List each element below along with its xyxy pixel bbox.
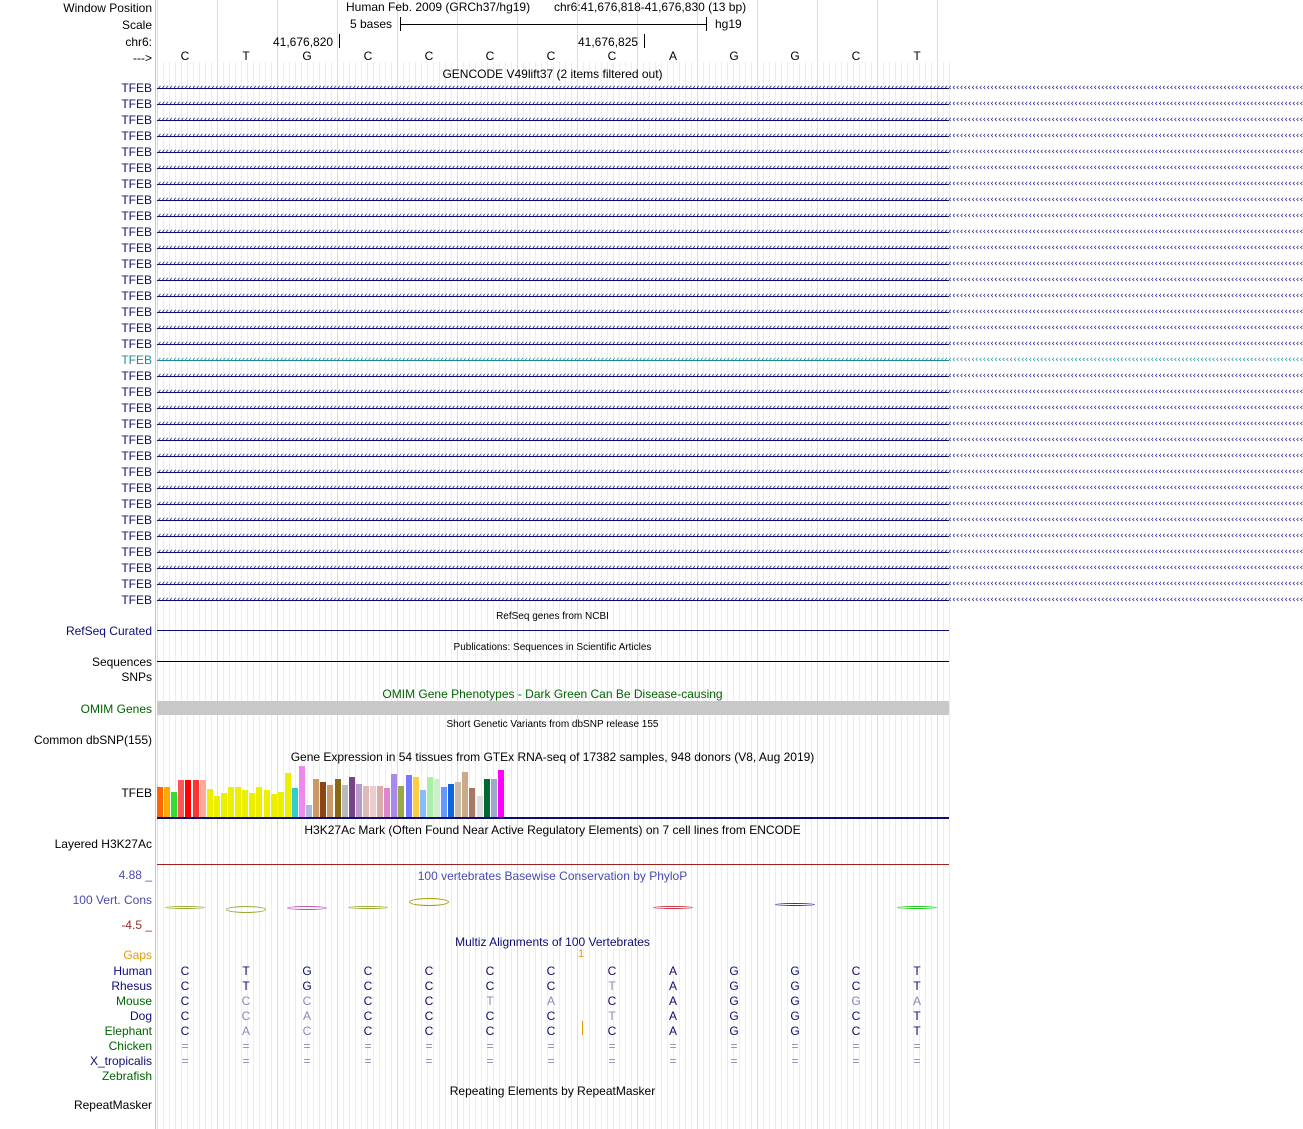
multiz-base: =	[852, 1039, 860, 1053]
multiz-base: G	[790, 1024, 800, 1038]
gtex-tissue-bar[interactable]	[207, 789, 213, 817]
base-letter: T	[242, 49, 250, 63]
multiz-base: C	[302, 1024, 312, 1038]
multiz-base: C	[851, 964, 861, 978]
gtex-tissue-bar[interactable]	[178, 780, 184, 817]
base-letter: C	[851, 49, 861, 63]
multiz-base: A	[668, 994, 677, 1008]
gencode-gene-label[interactable]: TFEB	[121, 449, 152, 463]
gencode-strand-arrows: ‹‹‹‹‹‹‹‹‹‹‹‹‹‹‹‹‹‹‹‹‹‹‹‹‹‹‹‹‹‹‹‹‹‹‹‹‹‹‹‹‹‹‹‹‹‹‹‹‹‹‹‹‹‹‹‹‹‹‹‹‹‹‹‹‹‹‹‹‹‹‹‹‹‹‹‹‹‹‹‹‹‹‹‹‹‹‹‹‹‹‹‹‹‹‹‹‹‹‹‹‹‹‹‹‹‹‹‹‹‹‹‹‹‹‹‹‹‹‹‹‹‹‹‹‹‹‹‹‹‹‹‹‹‹‹‹‹‹‹‹‹‹‹‹‹‹‹‹‹‹‹‹‹‹‹‹‹‹‹‹‹‹‹‹‹‹‹‹‹‹‹‹‹‹‹‹‹‹‹‹‹‹‹‹‹‹‹‹‹‹‹‹‹‹‹‹‹‹‹‹‹‹‹‹‹‹‹‹‹‹‹‹‹‹‹‹‹‹‹‹‹‹‹‹‹‹‹‹‹‹‹‹‹‹‹‹‹‹‹‹‹‹‹‹‹‹‹‹‹‹‹‹‹‹‹‹‹‹‹‹‹‹‹‹‹‹‹‹‹‹‹‹‹‹‹‹‹‹‹‹‹‹‹‹‹‹‹‹‹‹‹‹‹‹‹‹‹‹‹‹	[157, 467, 1303, 477]
multiz-base: T	[242, 964, 250, 978]
h3k27ac-track-label[interactable]: Layered H3K27Ac	[54, 837, 152, 851]
multiz-base: G	[851, 994, 861, 1008]
base-letter: C	[363, 49, 373, 63]
multiz-base: T	[242, 979, 250, 993]
gencode-gene-label[interactable]: TFEB	[121, 337, 152, 351]
multiz-base: A	[668, 1024, 677, 1038]
red-grid-line	[155, 0, 156, 1129]
gencode-strand-arrows: ‹‹‹‹‹‹‹‹‹‹‹‹‹‹‹‹‹‹‹‹‹‹‹‹‹‹‹‹‹‹‹‹‹‹‹‹‹‹‹‹‹‹‹‹‹‹‹‹‹‹‹‹‹‹‹‹‹‹‹‹‹‹‹‹‹‹‹‹‹‹‹‹‹‹‹‹‹‹‹‹‹‹‹‹‹‹‹‹‹‹‹‹‹‹‹‹‹‹‹‹‹‹‹‹‹‹‹‹‹‹‹‹‹‹‹‹‹‹‹‹‹‹‹‹‹‹‹‹‹‹‹‹‹‹‹‹‹‹‹‹‹‹‹‹‹‹‹‹‹‹‹‹‹‹‹‹‹‹‹‹‹‹‹‹‹‹‹‹‹‹‹‹‹‹‹‹‹‹‹‹‹‹‹‹‹‹‹‹‹‹‹‹‹‹‹‹‹‹‹‹‹‹‹‹‹‹‹‹‹‹‹‹‹‹‹‹‹‹‹‹‹‹‹‹‹‹‹‹‹‹‹‹‹‹‹‹‹‹‹‹‹‹‹‹‹‹‹‹‹‹‹‹‹‹‹‹‹‹‹‹‹‹‹‹‹‹‹‹‹‹‹‹‹‹‹‹‹‹‹‹‹‹‹‹‹‹‹‹‹‹‹‹‹‹‹‹‹‹‹‹	[157, 243, 1303, 253]
db-label: hg19	[715, 17, 742, 31]
omim-track-label[interactable]: OMIM Genes	[80, 702, 152, 716]
gtex-tissue-bar[interactable]	[327, 785, 333, 817]
multiz-base: C	[851, 979, 861, 993]
h3k27ac-track-title: H3K27Ac Mark (Often Found Near Active Regulatory Elements) on 7 cell lines from ENCODE	[304, 823, 801, 837]
gencode-gene-label[interactable]: TFEB	[121, 257, 152, 271]
gencode-strand-arrows: ‹‹‹‹‹‹‹‹‹‹‹‹‹‹‹‹‹‹‹‹‹‹‹‹‹‹‹‹‹‹‹‹‹‹‹‹‹‹‹‹‹‹‹‹‹‹‹‹‹‹‹‹‹‹‹‹‹‹‹‹‹‹‹‹‹‹‹‹‹‹‹‹‹‹‹‹‹‹‹‹‹‹‹‹‹‹‹‹‹‹‹‹‹‹‹‹‹‹‹‹‹‹‹‹‹‹‹‹‹‹‹‹‹‹‹‹‹‹‹‹‹‹‹‹‹‹‹‹‹‹‹‹‹‹‹‹‹‹‹‹‹‹‹‹‹‹‹‹‹‹‹‹‹‹‹‹‹‹‹‹‹‹‹‹‹‹‹‹‹‹‹‹‹‹‹‹‹‹‹‹‹‹‹‹‹‹‹‹‹‹‹‹‹‹‹‹‹‹‹‹‹‹‹‹‹‹‹‹‹‹‹‹‹‹‹‹‹‹‹‹‹‹‹‹‹‹‹‹‹‹‹‹‹‹‹‹‹‹‹‹‹‹‹‹‹‹‹‹‹‹‹‹‹‹‹‹‹‹‹‹‹‹‹‹‹‹‹‹‹‹‹‹‹‹‹‹‹‹‹‹‹‹‹‹‹‹‹‹‹‹‹‹‹‹‹‹‹‹‹‹	[157, 355, 1303, 365]
dbsnp-track-label[interactable]: Common dbSNP(155)	[33, 733, 152, 747]
gtex-tissue-bar[interactable]	[256, 787, 262, 817]
base-letter: T	[913, 49, 921, 63]
gtex-tissue-bar[interactable]	[306, 805, 312, 817]
gtex-tissue-bar[interactable]	[356, 784, 362, 817]
gencode-gene-label[interactable]: TFEB	[121, 465, 152, 479]
gencode-gene-label[interactable]: TFEB	[121, 561, 152, 575]
gtex-tissue-bar[interactable]	[462, 772, 468, 817]
multiz-base: C	[546, 1009, 556, 1023]
phylop-track-label[interactable]: 100 Vert. Cons	[72, 893, 152, 907]
gencode-gene-label[interactable]: TFEB	[121, 209, 152, 223]
multiz-base: T	[486, 994, 494, 1008]
phylop-mark[interactable]	[287, 906, 327, 910]
multiz-base: C	[363, 964, 373, 978]
gencode-gene-label[interactable]: TFEB	[121, 193, 152, 207]
multiz-base: C	[851, 1024, 861, 1038]
multiz-base: T	[608, 979, 616, 993]
gtex-tissue-bar[interactable]	[398, 786, 404, 817]
strand-label: --->	[133, 51, 152, 65]
multiz-base: =	[730, 1054, 738, 1068]
multiz-base: C	[363, 979, 373, 993]
gtex-tissue-bar[interactable]	[185, 780, 191, 817]
gtex-tissue-bar[interactable]	[299, 766, 305, 817]
gtex-tissue-bar[interactable]	[484, 779, 490, 817]
multiz-base: A	[912, 994, 921, 1008]
gtex-tissue-bar[interactable]	[285, 773, 291, 817]
phylop-mark[interactable]	[226, 906, 266, 913]
multiz-base: =	[547, 1054, 555, 1068]
window-position-label: Window Position	[63, 1, 152, 15]
gencode-gene-label[interactable]: TFEB	[121, 385, 152, 399]
gtex-tissue-bar[interactable]	[313, 779, 319, 817]
multiz-species-label: Mouse	[115, 994, 152, 1008]
multiz-base: G	[302, 964, 312, 978]
gtex-tissue-bar[interactable]	[278, 792, 284, 817]
snps-track-label[interactable]: SNPs	[121, 670, 152, 684]
refseq-track[interactable]	[157, 630, 949, 631]
gencode-gene-label[interactable]: TFEB	[121, 177, 152, 191]
multiz-species-label: Zebrafish	[101, 1069, 152, 1083]
refseq-track-title: RefSeq genes from NCBI	[496, 611, 609, 622]
gtex-tissue-bar[interactable]	[498, 770, 504, 817]
multiz-base: G	[790, 994, 800, 1008]
gencode-gene-label[interactable]: TFEB	[121, 225, 152, 239]
gtex-tissue-bar[interactable]	[193, 780, 199, 817]
gaps-label: Gaps	[123, 948, 152, 962]
base-letter: C	[607, 49, 617, 63]
gtex-tissue-bar[interactable]	[491, 779, 497, 817]
base-letter: C	[485, 49, 495, 63]
gencode-strand-arrows: ‹‹‹‹‹‹‹‹‹‹‹‹‹‹‹‹‹‹‹‹‹‹‹‹‹‹‹‹‹‹‹‹‹‹‹‹‹‹‹‹‹‹‹‹‹‹‹‹‹‹‹‹‹‹‹‹‹‹‹‹‹‹‹‹‹‹‹‹‹‹‹‹‹‹‹‹‹‹‹‹‹‹‹‹‹‹‹‹‹‹‹‹‹‹‹‹‹‹‹‹‹‹‹‹‹‹‹‹‹‹‹‹‹‹‹‹‹‹‹‹‹‹‹‹‹‹‹‹‹‹‹‹‹‹‹‹‹‹‹‹‹‹‹‹‹‹‹‹‹‹‹‹‹‹‹‹‹‹‹‹‹‹‹‹‹‹‹‹‹‹‹‹‹‹‹‹‹‹‹‹‹‹‹‹‹‹‹‹‹‹‹‹‹‹‹‹‹‹‹‹‹‹‹‹‹‹‹‹‹‹‹‹‹‹‹‹‹‹‹‹‹‹‹‹‹‹‹‹‹‹‹‹‹‹‹‹‹‹‹‹‹‹‹‹‹‹‹‹‹‹‹‹‹‹‹‹‹‹‹‹‹‹‹‹‹‹‹‹‹‹‹‹‹‹‹‹‹‹‹‹‹‹‹‹‹‹‹‹‹‹‹‹‹‹‹‹‹‹‹‹	[157, 451, 1303, 461]
gtex-tissue-bar[interactable]	[264, 790, 270, 817]
gtex-baseline	[157, 817, 949, 819]
multiz-base: C	[180, 1009, 190, 1023]
multiz-base: C	[546, 979, 556, 993]
multiz-base: A	[668, 979, 677, 993]
gencode-strand-arrows: ‹‹‹‹‹‹‹‹‹‹‹‹‹‹‹‹‹‹‹‹‹‹‹‹‹‹‹‹‹‹‹‹‹‹‹‹‹‹‹‹‹‹‹‹‹‹‹‹‹‹‹‹‹‹‹‹‹‹‹‹‹‹‹‹‹‹‹‹‹‹‹‹‹‹‹‹‹‹‹‹‹‹‹‹‹‹‹‹‹‹‹‹‹‹‹‹‹‹‹‹‹‹‹‹‹‹‹‹‹‹‹‹‹‹‹‹‹‹‹‹‹‹‹‹‹‹‹‹‹‹‹‹‹‹‹‹‹‹‹‹‹‹‹‹‹‹‹‹‹‹‹‹‹‹‹‹‹‹‹‹‹‹‹‹‹‹‹‹‹‹‹‹‹‹‹‹‹‹‹‹‹‹‹‹‹‹‹‹‹‹‹‹‹‹‹‹‹‹‹‹‹‹‹‹‹‹‹‹‹‹‹‹‹‹‹‹‹‹‹‹‹‹‹‹‹‹‹‹‹‹‹‹‹‹‹‹‹‹‹‹‹‹‹‹‹‹‹‹‹‹‹‹‹‹‹‹‹‹‹‹‹‹‹‹‹‹‹‹‹‹‹‹‹‹‹‹‹‹‹‹‹‹‹‹‹‹‹‹‹‹‹‹‹‹‹‹‹‹‹‹	[157, 147, 1303, 157]
gencode-strand-arrows: ‹‹‹‹‹‹‹‹‹‹‹‹‹‹‹‹‹‹‹‹‹‹‹‹‹‹‹‹‹‹‹‹‹‹‹‹‹‹‹‹‹‹‹‹‹‹‹‹‹‹‹‹‹‹‹‹‹‹‹‹‹‹‹‹‹‹‹‹‹‹‹‹‹‹‹‹‹‹‹‹‹‹‹‹‹‹‹‹‹‹‹‹‹‹‹‹‹‹‹‹‹‹‹‹‹‹‹‹‹‹‹‹‹‹‹‹‹‹‹‹‹‹‹‹‹‹‹‹‹‹‹‹‹‹‹‹‹‹‹‹‹‹‹‹‹‹‹‹‹‹‹‹‹‹‹‹‹‹‹‹‹‹‹‹‹‹‹‹‹‹‹‹‹‹‹‹‹‹‹‹‹‹‹‹‹‹‹‹‹‹‹‹‹‹‹‹‹‹‹‹‹‹‹‹‹‹‹‹‹‹‹‹‹‹‹‹‹‹‹‹‹‹‹‹‹‹‹‹‹‹‹‹‹‹‹‹‹‹‹‹‹‹‹‹‹‹‹‹‹‹‹‹‹‹‹‹‹‹‹‹‹‹‹‹‹‹‹‹‹‹‹‹‹‹‹‹‹‹‹‹‹‹‹‹‹‹‹‹‹‹‹‹‹‹‹‹‹‹‹‹	[157, 83, 1303, 93]
multiz-species-label: Human	[113, 964, 152, 978]
multiz-base: =	[425, 1054, 433, 1068]
gtex-tissue-bar[interactable]	[157, 787, 163, 817]
multiz-base: =	[486, 1039, 494, 1053]
multiz-base: C	[180, 994, 190, 1008]
gencode-strand-arrows: ‹‹‹‹‹‹‹‹‹‹‹‹‹‹‹‹‹‹‹‹‹‹‹‹‹‹‹‹‹‹‹‹‹‹‹‹‹‹‹‹‹‹‹‹‹‹‹‹‹‹‹‹‹‹‹‹‹‹‹‹‹‹‹‹‹‹‹‹‹‹‹‹‹‹‹‹‹‹‹‹‹‹‹‹‹‹‹‹‹‹‹‹‹‹‹‹‹‹‹‹‹‹‹‹‹‹‹‹‹‹‹‹‹‹‹‹‹‹‹‹‹‹‹‹‹‹‹‹‹‹‹‹‹‹‹‹‹‹‹‹‹‹‹‹‹‹‹‹‹‹‹‹‹‹‹‹‹‹‹‹‹‹‹‹‹‹‹‹‹‹‹‹‹‹‹‹‹‹‹‹‹‹‹‹‹‹‹‹‹‹‹‹‹‹‹‹‹‹‹‹‹‹‹‹‹‹‹‹‹‹‹‹‹‹‹‹‹‹‹‹‹‹‹‹‹‹‹‹‹‹‹‹‹‹‹‹‹‹‹‹‹‹‹‹‹‹‹‹‹‹‹‹‹‹‹‹‹‹‹‹‹‹‹‹‹‹‹‹‹‹‹‹‹‹‹‹‹‹‹‹‹‹‹‹‹‹‹‹‹‹‹‹‹‹‹‹‹‹‹‹	[157, 179, 1303, 189]
gencode-gene-label[interactable]: TFEB	[121, 577, 152, 591]
gtex-tissue-bar[interactable]	[342, 785, 348, 817]
multiz-base: =	[547, 1039, 555, 1053]
gencode-gene-label[interactable]: TFEB	[121, 353, 152, 367]
multiz-base: =	[608, 1039, 616, 1053]
gencode-strand-arrows: ‹‹‹‹‹‹‹‹‹‹‹‹‹‹‹‹‹‹‹‹‹‹‹‹‹‹‹‹‹‹‹‹‹‹‹‹‹‹‹‹‹‹‹‹‹‹‹‹‹‹‹‹‹‹‹‹‹‹‹‹‹‹‹‹‹‹‹‹‹‹‹‹‹‹‹‹‹‹‹‹‹‹‹‹‹‹‹‹‹‹‹‹‹‹‹‹‹‹‹‹‹‹‹‹‹‹‹‹‹‹‹‹‹‹‹‹‹‹‹‹‹‹‹‹‹‹‹‹‹‹‹‹‹‹‹‹‹‹‹‹‹‹‹‹‹‹‹‹‹‹‹‹‹‹‹‹‹‹‹‹‹‹‹‹‹‹‹‹‹‹‹‹‹‹‹‹‹‹‹‹‹‹‹‹‹‹‹‹‹‹‹‹‹‹‹‹‹‹‹‹‹‹‹‹‹‹‹‹‹‹‹‹‹‹‹‹‹‹‹‹‹‹‹‹‹‹‹‹‹‹‹‹‹‹‹‹‹‹‹‹‹‹‹‹‹‹‹‹‹‹‹‹‹‹‹‹‹‹‹‹‹‹‹‹‹‹‹‹‹‹‹‹‹‹‹‹‹‹‹‹‹‹‹‹‹‹‹‹‹‹‹‹‹‹‹‹‹‹‹‹	[157, 403, 1303, 413]
publications-track-label[interactable]: Sequences	[91, 655, 152, 669]
multiz-base: C	[485, 1024, 495, 1038]
publications-track[interactable]	[157, 661, 949, 662]
base-letter: G	[729, 49, 739, 63]
gencode-strand-arrows: ‹‹‹‹‹‹‹‹‹‹‹‹‹‹‹‹‹‹‹‹‹‹‹‹‹‹‹‹‹‹‹‹‹‹‹‹‹‹‹‹‹‹‹‹‹‹‹‹‹‹‹‹‹‹‹‹‹‹‹‹‹‹‹‹‹‹‹‹‹‹‹‹‹‹‹‹‹‹‹‹‹‹‹‹‹‹‹‹‹‹‹‹‹‹‹‹‹‹‹‹‹‹‹‹‹‹‹‹‹‹‹‹‹‹‹‹‹‹‹‹‹‹‹‹‹‹‹‹‹‹‹‹‹‹‹‹‹‹‹‹‹‹‹‹‹‹‹‹‹‹‹‹‹‹‹‹‹‹‹‹‹‹‹‹‹‹‹‹‹‹‹‹‹‹‹‹‹‹‹‹‹‹‹‹‹‹‹‹‹‹‹‹‹‹‹‹‹‹‹‹‹‹‹‹‹‹‹‹‹‹‹‹‹‹‹‹‹‹‹‹‹‹‹‹‹‹‹‹‹‹‹‹‹‹‹‹‹‹‹‹‹‹‹‹‹‹‹‹‹‹‹‹‹‹‹‹‹‹‹‹‹‹‹‹‹‹‹‹‹‹‹‹‹‹‹‹‹‹‹‹‹‹‹‹‹‹‹‹‹‹‹‹‹‹‹‹‹‹‹‹	[157, 515, 1303, 525]
multiz-base: =	[364, 1054, 372, 1068]
multiz-base: =	[791, 1054, 799, 1068]
multiz-base: C	[485, 979, 495, 993]
gencode-gene-label[interactable]: TFEB	[121, 369, 152, 383]
multiz-base: C	[485, 1009, 495, 1023]
gencode-strand-arrows: ‹‹‹‹‹‹‹‹‹‹‹‹‹‹‹‹‹‹‹‹‹‹‹‹‹‹‹‹‹‹‹‹‹‹‹‹‹‹‹‹‹‹‹‹‹‹‹‹‹‹‹‹‹‹‹‹‹‹‹‹‹‹‹‹‹‹‹‹‹‹‹‹‹‹‹‹‹‹‹‹‹‹‹‹‹‹‹‹‹‹‹‹‹‹‹‹‹‹‹‹‹‹‹‹‹‹‹‹‹‹‹‹‹‹‹‹‹‹‹‹‹‹‹‹‹‹‹‹‹‹‹‹‹‹‹‹‹‹‹‹‹‹‹‹‹‹‹‹‹‹‹‹‹‹‹‹‹‹‹‹‹‹‹‹‹‹‹‹‹‹‹‹‹‹‹‹‹‹‹‹‹‹‹‹‹‹‹‹‹‹‹‹‹‹‹‹‹‹‹‹‹‹‹‹‹‹‹‹‹‹‹‹‹‹‹‹‹‹‹‹‹‹‹‹‹‹‹‹‹‹‹‹‹‹‹‹‹‹‹‹‹‹‹‹‹‹‹‹‹‹‹‹‹‹‹‹‹‹‹‹‹‹‹‹‹‹‹‹‹‹‹‹‹‹‹‹‹‹‹‹‹‹‹‹‹‹‹‹‹‹‹‹‹‹‹‹‹‹‹‹	[157, 387, 1303, 397]
position-readout: chr6:41,676,818-41,676,830 (13 bp)	[554, 0, 747, 14]
gtex-tissue-bar[interactable]	[469, 788, 475, 817]
multiz-base: T	[913, 979, 921, 993]
gtex-tissue-bar[interactable]	[335, 779, 341, 817]
insertion-marker	[582, 1021, 583, 1035]
gencode-gene-label[interactable]: TFEB	[121, 145, 152, 159]
gencode-strand-arrows: ‹‹‹‹‹‹‹‹‹‹‹‹‹‹‹‹‹‹‹‹‹‹‹‹‹‹‹‹‹‹‹‹‹‹‹‹‹‹‹‹‹‹‹‹‹‹‹‹‹‹‹‹‹‹‹‹‹‹‹‹‹‹‹‹‹‹‹‹‹‹‹‹‹‹‹‹‹‹‹‹‹‹‹‹‹‹‹‹‹‹‹‹‹‹‹‹‹‹‹‹‹‹‹‹‹‹‹‹‹‹‹‹‹‹‹‹‹‹‹‹‹‹‹‹‹‹‹‹‹‹‹‹‹‹‹‹‹‹‹‹‹‹‹‹‹‹‹‹‹‹‹‹‹‹‹‹‹‹‹‹‹‹‹‹‹‹‹‹‹‹‹‹‹‹‹‹‹‹‹‹‹‹‹‹‹‹‹‹‹‹‹‹‹‹‹‹‹‹‹‹‹‹‹‹‹‹‹‹‹‹‹‹‹‹‹‹‹‹‹‹‹‹‹‹‹‹‹‹‹‹‹‹‹‹‹‹‹‹‹‹‹‹‹‹‹‹‹‹‹‹‹‹‹‹‹‹‹‹‹‹‹‹‹‹‹‹‹‹‹‹‹‹‹‹‹‹‹‹‹‹‹‹‹‹‹‹‹‹‹‹‹‹‹‹‹‹‹‹‹‹	[157, 595, 1303, 605]
multiz-base: T	[913, 1024, 921, 1038]
gtex-tissue-bar[interactable]	[228, 787, 234, 817]
scale-bar-tick-left	[400, 17, 401, 31]
gtex-tissue-bar[interactable]	[448, 784, 454, 817]
base-letter: C	[180, 49, 190, 63]
multiz-base: C	[546, 1024, 556, 1038]
multiz-base: G	[302, 979, 312, 993]
gencode-strand-arrows: ‹‹‹‹‹‹‹‹‹‹‹‹‹‹‹‹‹‹‹‹‹‹‹‹‹‹‹‹‹‹‹‹‹‹‹‹‹‹‹‹‹‹‹‹‹‹‹‹‹‹‹‹‹‹‹‹‹‹‹‹‹‹‹‹‹‹‹‹‹‹‹‹‹‹‹‹‹‹‹‹‹‹‹‹‹‹‹‹‹‹‹‹‹‹‹‹‹‹‹‹‹‹‹‹‹‹‹‹‹‹‹‹‹‹‹‹‹‹‹‹‹‹‹‹‹‹‹‹‹‹‹‹‹‹‹‹‹‹‹‹‹‹‹‹‹‹‹‹‹‹‹‹‹‹‹‹‹‹‹‹‹‹‹‹‹‹‹‹‹‹‹‹‹‹‹‹‹‹‹‹‹‹‹‹‹‹‹‹‹‹‹‹‹‹‹‹‹‹‹‹‹‹‹‹‹‹‹‹‹‹‹‹‹‹‹‹‹‹‹‹‹‹‹‹‹‹‹‹‹‹‹‹‹‹‹‹‹‹‹‹‹‹‹‹‹‹‹‹‹‹‹‹‹‹‹‹‹‹‹‹‹‹‹‹‹‹‹‹‹‹‹‹‹‹‹‹‹‹‹‹‹‹‹‹‹‹‹‹‹‹‹‹‹‹‹‹‹‹‹‹	[157, 547, 1303, 557]
gencode-strand-arrows: ‹‹‹‹‹‹‹‹‹‹‹‹‹‹‹‹‹‹‹‹‹‹‹‹‹‹‹‹‹‹‹‹‹‹‹‹‹‹‹‹‹‹‹‹‹‹‹‹‹‹‹‹‹‹‹‹‹‹‹‹‹‹‹‹‹‹‹‹‹‹‹‹‹‹‹‹‹‹‹‹‹‹‹‹‹‹‹‹‹‹‹‹‹‹‹‹‹‹‹‹‹‹‹‹‹‹‹‹‹‹‹‹‹‹‹‹‹‹‹‹‹‹‹‹‹‹‹‹‹‹‹‹‹‹‹‹‹‹‹‹‹‹‹‹‹‹‹‹‹‹‹‹‹‹‹‹‹‹‹‹‹‹‹‹‹‹‹‹‹‹‹‹‹‹‹‹‹‹‹‹‹‹‹‹‹‹‹‹‹‹‹‹‹‹‹‹‹‹‹‹‹‹‹‹‹‹‹‹‹‹‹‹‹‹‹‹‹‹‹‹‹‹‹‹‹‹‹‹‹‹‹‹‹‹‹‹‹‹‹‹‹‹‹‹‹‹‹‹‹‹‹‹‹‹‹‹‹‹‹‹‹‹‹‹‹‹‹‹‹‹‹‹‹‹‹‹‹‹‹‹‹‹‹‹‹‹‹‹‹‹‹‹‹‹‹‹‹‹‹‹	[157, 531, 1303, 541]
base-letter: A	[668, 49, 677, 63]
gencode-gene-label[interactable]: TFEB	[121, 401, 152, 415]
multiz-base: C	[363, 1009, 373, 1023]
base-letter: C	[424, 49, 434, 63]
multiz-base: C	[180, 979, 190, 993]
gtex-tissue-bar[interactable]	[164, 787, 170, 817]
gencode-strand-arrows: ‹‹‹‹‹‹‹‹‹‹‹‹‹‹‹‹‹‹‹‹‹‹‹‹‹‹‹‹‹‹‹‹‹‹‹‹‹‹‹‹‹‹‹‹‹‹‹‹‹‹‹‹‹‹‹‹‹‹‹‹‹‹‹‹‹‹‹‹‹‹‹‹‹‹‹‹‹‹‹‹‹‹‹‹‹‹‹‹‹‹‹‹‹‹‹‹‹‹‹‹‹‹‹‹‹‹‹‹‹‹‹‹‹‹‹‹‹‹‹‹‹‹‹‹‹‹‹‹‹‹‹‹‹‹‹‹‹‹‹‹‹‹‹‹‹‹‹‹‹‹‹‹‹‹‹‹‹‹‹‹‹‹‹‹‹‹‹‹‹‹‹‹‹‹‹‹‹‹‹‹‹‹‹‹‹‹‹‹‹‹‹‹‹‹‹‹‹‹‹‹‹‹‹‹‹‹‹‹‹‹‹‹‹‹‹‹‹‹‹‹‹‹‹‹‹‹‹‹‹‹‹‹‹‹‹‹‹‹‹‹‹‹‹‹‹‹‹‹‹‹‹‹‹‹‹‹‹‹‹‹‹‹‹‹‹‹‹‹‹‹‹‹‹‹‹‹‹‹‹‹‹‹‹‹‹‹‹‹‹‹‹‹‹‹‹‹‹‹‹‹	[157, 275, 1303, 285]
phylop-max-label: 4.88 _	[118, 868, 152, 882]
phylop-mark[interactable]	[897, 906, 937, 909]
gencode-gene-label[interactable]: TFEB	[121, 289, 152, 303]
gencode-gene-label[interactable]: TFEB	[121, 433, 152, 447]
gencode-strand-arrows: ‹‹‹‹‹‹‹‹‹‹‹‹‹‹‹‹‹‹‹‹‹‹‹‹‹‹‹‹‹‹‹‹‹‹‹‹‹‹‹‹‹‹‹‹‹‹‹‹‹‹‹‹‹‹‹‹‹‹‹‹‹‹‹‹‹‹‹‹‹‹‹‹‹‹‹‹‹‹‹‹‹‹‹‹‹‹‹‹‹‹‹‹‹‹‹‹‹‹‹‹‹‹‹‹‹‹‹‹‹‹‹‹‹‹‹‹‹‹‹‹‹‹‹‹‹‹‹‹‹‹‹‹‹‹‹‹‹‹‹‹‹‹‹‹‹‹‹‹‹‹‹‹‹‹‹‹‹‹‹‹‹‹‹‹‹‹‹‹‹‹‹‹‹‹‹‹‹‹‹‹‹‹‹‹‹‹‹‹‹‹‹‹‹‹‹‹‹‹‹‹‹‹‹‹‹‹‹‹‹‹‹‹‹‹‹‹‹‹‹‹‹‹‹‹‹‹‹‹‹‹‹‹‹‹‹‹‹‹‹‹‹‹‹‹‹‹‹‹‹‹‹‹‹‹‹‹‹‹‹‹‹‹‹‹‹‹‹‹‹‹‹‹‹‹‹‹‹‹‹‹‹‹‹‹‹‹‹‹‹‹‹‹‹‹‹‹‹‹‹‹	[157, 211, 1303, 221]
multiz-base: G	[729, 1024, 739, 1038]
phylop-track-title: 100 vertebrates Basewise Conservation by PhyloP	[417, 869, 688, 883]
gtex-tissue-bar[interactable]	[370, 786, 376, 817]
phylop-mark[interactable]	[165, 906, 205, 909]
gtex-tissue-bar[interactable]	[249, 793, 255, 817]
multiz-base: G	[729, 964, 739, 978]
gencode-strand-arrows: ‹‹‹‹‹‹‹‹‹‹‹‹‹‹‹‹‹‹‹‹‹‹‹‹‹‹‹‹‹‹‹‹‹‹‹‹‹‹‹‹‹‹‹‹‹‹‹‹‹‹‹‹‹‹‹‹‹‹‹‹‹‹‹‹‹‹‹‹‹‹‹‹‹‹‹‹‹‹‹‹‹‹‹‹‹‹‹‹‹‹‹‹‹‹‹‹‹‹‹‹‹‹‹‹‹‹‹‹‹‹‹‹‹‹‹‹‹‹‹‹‹‹‹‹‹‹‹‹‹‹‹‹‹‹‹‹‹‹‹‹‹‹‹‹‹‹‹‹‹‹‹‹‹‹‹‹‹‹‹‹‹‹‹‹‹‹‹‹‹‹‹‹‹‹‹‹‹‹‹‹‹‹‹‹‹‹‹‹‹‹‹‹‹‹‹‹‹‹‹‹‹‹‹‹‹‹‹‹‹‹‹‹‹‹‹‹‹‹‹‹‹‹‹‹‹‹‹‹‹‹‹‹‹‹‹‹‹‹‹‹‹‹‹‹‹‹‹‹‹‹‹‹‹‹‹‹‹‹‹‹‹‹‹‹‹‹‹‹‹‹‹‹‹‹‹‹‹‹‹‹‹‹‹‹‹‹‹‹‹‹‹‹‹‹‹‹‹‹‹‹	[157, 323, 1303, 333]
multiz-species-label: Dog	[129, 1009, 152, 1023]
gencode-gene-label[interactable]: TFEB	[121, 321, 152, 335]
gtex-tissue-bar[interactable]	[292, 788, 298, 817]
gtex-tissue-bar[interactable]	[271, 794, 277, 817]
multiz-base: =	[852, 1054, 860, 1068]
multiz-base: =	[486, 1054, 494, 1068]
gtex-tissue-bar[interactable]	[477, 796, 483, 817]
scale-bar-tick-right	[706, 17, 707, 31]
refseq-track-label[interactable]: RefSeq Curated	[65, 624, 152, 638]
gencode-gene-label[interactable]: TFEB	[121, 241, 152, 255]
gtex-tissue-bar[interactable]	[406, 775, 412, 817]
multiz-base: C	[607, 994, 617, 1008]
gencode-strand-arrows: ‹‹‹‹‹‹‹‹‹‹‹‹‹‹‹‹‹‹‹‹‹‹‹‹‹‹‹‹‹‹‹‹‹‹‹‹‹‹‹‹‹‹‹‹‹‹‹‹‹‹‹‹‹‹‹‹‹‹‹‹‹‹‹‹‹‹‹‹‹‹‹‹‹‹‹‹‹‹‹‹‹‹‹‹‹‹‹‹‹‹‹‹‹‹‹‹‹‹‹‹‹‹‹‹‹‹‹‹‹‹‹‹‹‹‹‹‹‹‹‹‹‹‹‹‹‹‹‹‹‹‹‹‹‹‹‹‹‹‹‹‹‹‹‹‹‹‹‹‹‹‹‹‹‹‹‹‹‹‹‹‹‹‹‹‹‹‹‹‹‹‹‹‹‹‹‹‹‹‹‹‹‹‹‹‹‹‹‹‹‹‹‹‹‹‹‹‹‹‹‹‹‹‹‹‹‹‹‹‹‹‹‹‹‹‹‹‹‹‹‹‹‹‹‹‹‹‹‹‹‹‹‹‹‹‹‹‹‹‹‹‹‹‹‹‹‹‹‹‹‹‹‹‹‹‹‹‹‹‹‹‹‹‹‹‹‹‹‹‹‹‹‹‹‹‹‹‹‹‹‹‹‹‹‹‹‹‹‹‹‹‹‹‹‹‹‹‹‹‹‹	[157, 115, 1303, 125]
gencode-strand-arrows: ‹‹‹‹‹‹‹‹‹‹‹‹‹‹‹‹‹‹‹‹‹‹‹‹‹‹‹‹‹‹‹‹‹‹‹‹‹‹‹‹‹‹‹‹‹‹‹‹‹‹‹‹‹‹‹‹‹‹‹‹‹‹‹‹‹‹‹‹‹‹‹‹‹‹‹‹‹‹‹‹‹‹‹‹‹‹‹‹‹‹‹‹‹‹‹‹‹‹‹‹‹‹‹‹‹‹‹‹‹‹‹‹‹‹‹‹‹‹‹‹‹‹‹‹‹‹‹‹‹‹‹‹‹‹‹‹‹‹‹‹‹‹‹‹‹‹‹‹‹‹‹‹‹‹‹‹‹‹‹‹‹‹‹‹‹‹‹‹‹‹‹‹‹‹‹‹‹‹‹‹‹‹‹‹‹‹‹‹‹‹‹‹‹‹‹‹‹‹‹‹‹‹‹‹‹‹‹‹‹‹‹‹‹‹‹‹‹‹‹‹‹‹‹‹‹‹‹‹‹‹‹‹‹‹‹‹‹‹‹‹‹‹‹‹‹‹‹‹‹‹‹‹‹‹‹‹‹‹‹‹‹‹‹‹‹‹‹‹‹‹‹‹‹‹‹‹‹‹‹‹‹‹‹‹‹‹‹‹‹‹‹‹‹‹‹‹‹‹‹‹	[157, 307, 1303, 317]
multiz-base: G	[729, 1009, 739, 1023]
h3k27ac-signal-line[interactable]	[157, 864, 949, 865]
gtex-tissue-bar[interactable]	[200, 780, 206, 817]
multiz-base: =	[181, 1054, 189, 1068]
gencode-strand-arrows: ‹‹‹‹‹‹‹‹‹‹‹‹‹‹‹‹‹‹‹‹‹‹‹‹‹‹‹‹‹‹‹‹‹‹‹‹‹‹‹‹‹‹‹‹‹‹‹‹‹‹‹‹‹‹‹‹‹‹‹‹‹‹‹‹‹‹‹‹‹‹‹‹‹‹‹‹‹‹‹‹‹‹‹‹‹‹‹‹‹‹‹‹‹‹‹‹‹‹‹‹‹‹‹‹‹‹‹‹‹‹‹‹‹‹‹‹‹‹‹‹‹‹‹‹‹‹‹‹‹‹‹‹‹‹‹‹‹‹‹‹‹‹‹‹‹‹‹‹‹‹‹‹‹‹‹‹‹‹‹‹‹‹‹‹‹‹‹‹‹‹‹‹‹‹‹‹‹‹‹‹‹‹‹‹‹‹‹‹‹‹‹‹‹‹‹‹‹‹‹‹‹‹‹‹‹‹‹‹‹‹‹‹‹‹‹‹‹‹‹‹‹‹‹‹‹‹‹‹‹‹‹‹‹‹‹‹‹‹‹‹‹‹‹‹‹‹‹‹‹‹‹‹‹‹‹‹‹‹‹‹‹‹‹‹‹‹‹‹‹‹‹‹‹‹‹‹‹‹‹‹‹‹‹‹‹‹‹‹‹‹‹‹‹‹‹‹‹‹‹‹	[157, 579, 1303, 589]
phylop-mark[interactable]	[653, 906, 693, 909]
multiz-base: C	[241, 1009, 251, 1023]
multiz-species-label: Chicken	[108, 1039, 152, 1053]
gtex-tissue-bar[interactable]	[455, 782, 461, 817]
multiz-base: =	[242, 1039, 250, 1053]
multiz-base: =	[181, 1039, 189, 1053]
gtex-track-title: Gene Expression in 54 tissues from GTEx RNA-seq of 17382 samples, 948 donors (V8, Aug 2019)	[290, 750, 815, 764]
phylop-min-label: -4.5 _	[121, 918, 152, 932]
base-letter: G	[302, 49, 312, 63]
gencode-gene-label[interactable]: TFEB	[121, 513, 152, 527]
gencode-gene-label[interactable]: TFEB	[121, 497, 152, 511]
gencode-gene-label[interactable]: TFEB	[121, 113, 152, 127]
gencode-gene-label[interactable]: TFEB	[121, 593, 152, 607]
multiz-base: =	[303, 1039, 311, 1053]
multiz-base: C	[424, 1009, 434, 1023]
multiz-base: C	[363, 1024, 373, 1038]
multiz-species-label: Elephant	[104, 1024, 152, 1038]
multiz-base: A	[302, 1009, 311, 1023]
multiz-base: C	[424, 979, 434, 993]
multiz-base: =	[669, 1054, 677, 1068]
multiz-base: =	[913, 1054, 921, 1068]
gencode-track-title: GENCODE V49lift37 (2 items filtered out)	[442, 67, 663, 81]
multiz-base: C	[180, 1024, 190, 1038]
repeatmasker-track-label[interactable]: RepeatMasker	[73, 1098, 152, 1112]
multiz-base: =	[608, 1054, 616, 1068]
repeatmasker-track-title: Repeating Elements by RepeatMasker	[449, 1084, 656, 1098]
gencode-strand-arrows: ‹‹‹‹‹‹‹‹‹‹‹‹‹‹‹‹‹‹‹‹‹‹‹‹‹‹‹‹‹‹‹‹‹‹‹‹‹‹‹‹‹‹‹‹‹‹‹‹‹‹‹‹‹‹‹‹‹‹‹‹‹‹‹‹‹‹‹‹‹‹‹‹‹‹‹‹‹‹‹‹‹‹‹‹‹‹‹‹‹‹‹‹‹‹‹‹‹‹‹‹‹‹‹‹‹‹‹‹‹‹‹‹‹‹‹‹‹‹‹‹‹‹‹‹‹‹‹‹‹‹‹‹‹‹‹‹‹‹‹‹‹‹‹‹‹‹‹‹‹‹‹‹‹‹‹‹‹‹‹‹‹‹‹‹‹‹‹‹‹‹‹‹‹‹‹‹‹‹‹‹‹‹‹‹‹‹‹‹‹‹‹‹‹‹‹‹‹‹‹‹‹‹‹‹‹‹‹‹‹‹‹‹‹‹‹‹‹‹‹‹‹‹‹‹‹‹‹‹‹‹‹‹‹‹‹‹‹‹‹‹‹‹‹‹‹‹‹‹‹‹‹‹‹‹‹‹‹‹‹‹‹‹‹‹‹‹‹‹‹‹‹‹‹‹‹‹‹‹‹‹‹‹‹‹‹‹‹‹‹‹‹‹‹‹‹‹‹‹‹‹	[157, 435, 1303, 445]
coordinate-label: 41,676,820	[273, 35, 334, 49]
gencode-gene-label[interactable]: TFEB	[121, 129, 152, 143]
gencode-strand-arrows: ‹‹‹‹‹‹‹‹‹‹‹‹‹‹‹‹‹‹‹‹‹‹‹‹‹‹‹‹‹‹‹‹‹‹‹‹‹‹‹‹‹‹‹‹‹‹‹‹‹‹‹‹‹‹‹‹‹‹‹‹‹‹‹‹‹‹‹‹‹‹‹‹‹‹‹‹‹‹‹‹‹‹‹‹‹‹‹‹‹‹‹‹‹‹‹‹‹‹‹‹‹‹‹‹‹‹‹‹‹‹‹‹‹‹‹‹‹‹‹‹‹‹‹‹‹‹‹‹‹‹‹‹‹‹‹‹‹‹‹‹‹‹‹‹‹‹‹‹‹‹‹‹‹‹‹‹‹‹‹‹‹‹‹‹‹‹‹‹‹‹‹‹‹‹‹‹‹‹‹‹‹‹‹‹‹‹‹‹‹‹‹‹‹‹‹‹‹‹‹‹‹‹‹‹‹‹‹‹‹‹‹‹‹‹‹‹‹‹‹‹‹‹‹‹‹‹‹‹‹‹‹‹‹‹‹‹‹‹‹‹‹‹‹‹‹‹‹‹‹‹‹‹‹‹‹‹‹‹‹‹‹‹‹‹‹‹‹‹‹‹‹‹‹‹‹‹‹‹‹‹‹‹‹‹‹‹‹‹‹‹‹‹‹‹‹‹‹‹‹‹	[157, 99, 1303, 109]
multiz-base: A	[546, 994, 555, 1008]
multiz-base: =	[669, 1039, 677, 1053]
assembly-title: Human Feb. 2009 (GRCh37/hg19)	[346, 0, 531, 14]
gencode-strand-arrows: ‹‹‹‹‹‹‹‹‹‹‹‹‹‹‹‹‹‹‹‹‹‹‹‹‹‹‹‹‹‹‹‹‹‹‹‹‹‹‹‹‹‹‹‹‹‹‹‹‹‹‹‹‹‹‹‹‹‹‹‹‹‹‹‹‹‹‹‹‹‹‹‹‹‹‹‹‹‹‹‹‹‹‹‹‹‹‹‹‹‹‹‹‹‹‹‹‹‹‹‹‹‹‹‹‹‹‹‹‹‹‹‹‹‹‹‹‹‹‹‹‹‹‹‹‹‹‹‹‹‹‹‹‹‹‹‹‹‹‹‹‹‹‹‹‹‹‹‹‹‹‹‹‹‹‹‹‹‹‹‹‹‹‹‹‹‹‹‹‹‹‹‹‹‹‹‹‹‹‹‹‹‹‹‹‹‹‹‹‹‹‹‹‹‹‹‹‹‹‹‹‹‹‹‹‹‹‹‹‹‹‹‹‹‹‹‹‹‹‹‹‹‹‹‹‹‹‹‹‹‹‹‹‹‹‹‹‹‹‹‹‹‹‹‹‹‹‹‹‹‹‹‹‹‹‹‹‹‹‹‹‹‹‹‹‹‹‹‹‹‹‹‹‹‹‹‹‹‹‹‹‹‹‹‹‹‹‹‹‹‹‹‹‹‹‹‹‹‹‹‹	[157, 419, 1303, 429]
gtex-tissue-bar[interactable]	[363, 786, 369, 817]
multiz-base: G	[790, 979, 800, 993]
multiz-base: C	[180, 964, 190, 978]
gencode-strand-arrows: ‹‹‹‹‹‹‹‹‹‹‹‹‹‹‹‹‹‹‹‹‹‹‹‹‹‹‹‹‹‹‹‹‹‹‹‹‹‹‹‹‹‹‹‹‹‹‹‹‹‹‹‹‹‹‹‹‹‹‹‹‹‹‹‹‹‹‹‹‹‹‹‹‹‹‹‹‹‹‹‹‹‹‹‹‹‹‹‹‹‹‹‹‹‹‹‹‹‹‹‹‹‹‹‹‹‹‹‹‹‹‹‹‹‹‹‹‹‹‹‹‹‹‹‹‹‹‹‹‹‹‹‹‹‹‹‹‹‹‹‹‹‹‹‹‹‹‹‹‹‹‹‹‹‹‹‹‹‹‹‹‹‹‹‹‹‹‹‹‹‹‹‹‹‹‹‹‹‹‹‹‹‹‹‹‹‹‹‹‹‹‹‹‹‹‹‹‹‹‹‹‹‹‹‹‹‹‹‹‹‹‹‹‹‹‹‹‹‹‹‹‹‹‹‹‹‹‹‹‹‹‹‹‹‹‹‹‹‹‹‹‹‹‹‹‹‹‹‹‹‹‹‹‹‹‹‹‹‹‹‹‹‹‹‹‹‹‹‹‹‹‹‹‹‹‹‹‹‹‹‹‹‹‹‹‹‹‹‹‹‹‹‹‹‹‹‹‹‹‹‹	[157, 259, 1303, 269]
multiz-base: A	[241, 1024, 250, 1038]
dbsnp-track-title: Short Genetic Variants from dbSNP release 155	[446, 719, 659, 730]
multiz-base: T	[913, 1009, 921, 1023]
coordinate-tick	[644, 34, 645, 48]
gtex-tissue-bar[interactable]	[384, 788, 390, 817]
phylop-mark[interactable]	[348, 906, 388, 909]
omim-track-title: OMIM Gene Phenotypes - Dark Green Can Be Disease-causing	[382, 687, 723, 701]
gencode-strand-arrows: ‹‹‹‹‹‹‹‹‹‹‹‹‹‹‹‹‹‹‹‹‹‹‹‹‹‹‹‹‹‹‹‹‹‹‹‹‹‹‹‹‹‹‹‹‹‹‹‹‹‹‹‹‹‹‹‹‹‹‹‹‹‹‹‹‹‹‹‹‹‹‹‹‹‹‹‹‹‹‹‹‹‹‹‹‹‹‹‹‹‹‹‹‹‹‹‹‹‹‹‹‹‹‹‹‹‹‹‹‹‹‹‹‹‹‹‹‹‹‹‹‹‹‹‹‹‹‹‹‹‹‹‹‹‹‹‹‹‹‹‹‹‹‹‹‹‹‹‹‹‹‹‹‹‹‹‹‹‹‹‹‹‹‹‹‹‹‹‹‹‹‹‹‹‹‹‹‹‹‹‹‹‹‹‹‹‹‹‹‹‹‹‹‹‹‹‹‹‹‹‹‹‹‹‹‹‹‹‹‹‹‹‹‹‹‹‹‹‹‹‹‹‹‹‹‹‹‹‹‹‹‹‹‹‹‹‹‹‹‹‹‹‹‹‹‹‹‹‹‹‹‹‹‹‹‹‹‹‹‹‹‹‹‹‹‹‹‹‹‹‹‹‹‹‹‹‹‹‹‹‹‹‹‹‹‹‹‹‹‹‹‹‹‹‹‹‹‹‹‹‹	[157, 563, 1303, 573]
gtex-bar-chart[interactable]	[157, 765, 949, 817]
gtex-tissue-bar[interactable]	[391, 774, 397, 817]
gtex-tissue-bar[interactable]	[377, 786, 383, 817]
gencode-gene-label[interactable]: TFEB	[121, 417, 152, 431]
multiz-base: C	[424, 994, 434, 1008]
gtex-tissue-bar[interactable]	[221, 793, 227, 817]
gencode-strand-arrows: ‹‹‹‹‹‹‹‹‹‹‹‹‹‹‹‹‹‹‹‹‹‹‹‹‹‹‹‹‹‹‹‹‹‹‹‹‹‹‹‹‹‹‹‹‹‹‹‹‹‹‹‹‹‹‹‹‹‹‹‹‹‹‹‹‹‹‹‹‹‹‹‹‹‹‹‹‹‹‹‹‹‹‹‹‹‹‹‹‹‹‹‹‹‹‹‹‹‹‹‹‹‹‹‹‹‹‹‹‹‹‹‹‹‹‹‹‹‹‹‹‹‹‹‹‹‹‹‹‹‹‹‹‹‹‹‹‹‹‹‹‹‹‹‹‹‹‹‹‹‹‹‹‹‹‹‹‹‹‹‹‹‹‹‹‹‹‹‹‹‹‹‹‹‹‹‹‹‹‹‹‹‹‹‹‹‹‹‹‹‹‹‹‹‹‹‹‹‹‹‹‹‹‹‹‹‹‹‹‹‹‹‹‹‹‹‹‹‹‹‹‹‹‹‹‹‹‹‹‹‹‹‹‹‹‹‹‹‹‹‹‹‹‹‹‹‹‹‹‹‹‹‹‹‹‹‹‹‹‹‹‹‹‹‹‹‹‹‹‹‹‹‹‹‹‹‹‹‹‹‹‹‹‹‹‹‹‹‹‹‹‹‹‹‹‹‹‹‹‹‹	[157, 291, 1303, 301]
gencode-gene-label[interactable]: TFEB	[121, 81, 152, 95]
omim-feature-bar[interactable]	[157, 701, 949, 715]
phylop-mark[interactable]	[775, 903, 815, 906]
gap-marker: 1	[578, 948, 585, 960]
gtex-tissue-bar[interactable]	[420, 790, 426, 817]
gencode-gene-label[interactable]: TFEB	[121, 545, 152, 559]
multiz-base: T	[913, 964, 921, 978]
gencode-gene-label[interactable]: TFEB	[121, 273, 152, 287]
gtex-track-label[interactable]: TFEB	[121, 786, 152, 800]
phylop-mark[interactable]	[409, 898, 449, 906]
coordinate-tick	[339, 34, 340, 48]
gencode-strand-arrows: ‹‹‹‹‹‹‹‹‹‹‹‹‹‹‹‹‹‹‹‹‹‹‹‹‹‹‹‹‹‹‹‹‹‹‹‹‹‹‹‹‹‹‹‹‹‹‹‹‹‹‹‹‹‹‹‹‹‹‹‹‹‹‹‹‹‹‹‹‹‹‹‹‹‹‹‹‹‹‹‹‹‹‹‹‹‹‹‹‹‹‹‹‹‹‹‹‹‹‹‹‹‹‹‹‹‹‹‹‹‹‹‹‹‹‹‹‹‹‹‹‹‹‹‹‹‹‹‹‹‹‹‹‹‹‹‹‹‹‹‹‹‹‹‹‹‹‹‹‹‹‹‹‹‹‹‹‹‹‹‹‹‹‹‹‹‹‹‹‹‹‹‹‹‹‹‹‹‹‹‹‹‹‹‹‹‹‹‹‹‹‹‹‹‹‹‹‹‹‹‹‹‹‹‹‹‹‹‹‹‹‹‹‹‹‹‹‹‹‹‹‹‹‹‹‹‹‹‹‹‹‹‹‹‹‹‹‹‹‹‹‹‹‹‹‹‹‹‹‹‹‹‹‹‹‹‹‹‹‹‹‹‹‹‹‹‹‹‹‹‹‹‹‹‹‹‹‹‹‹‹‹‹‹‹‹‹‹‹‹‹‹‹‹‹‹‹‹‹‹‹	[157, 499, 1303, 509]
gtex-tissue-bar[interactable]	[214, 796, 220, 817]
multiz-base: A	[668, 964, 677, 978]
gtex-tissue-bar[interactable]	[320, 782, 326, 817]
multiz-base: C	[546, 964, 556, 978]
gtex-tissue-bar[interactable]	[434, 779, 440, 817]
multiz-base: =	[913, 1039, 921, 1053]
multiz-base: C	[607, 1024, 617, 1038]
scale-text: 5 bases	[350, 17, 393, 31]
scale-label: Scale	[121, 18, 152, 32]
multiz-base: =	[730, 1039, 738, 1053]
multiz-base: G	[729, 994, 739, 1008]
multiz-base: G	[790, 1009, 800, 1023]
base-letter: C	[546, 49, 556, 63]
base-letter: G	[790, 49, 800, 63]
multiz-base: G	[729, 979, 739, 993]
gencode-strand-arrows: ‹‹‹‹‹‹‹‹‹‹‹‹‹‹‹‹‹‹‹‹‹‹‹‹‹‹‹‹‹‹‹‹‹‹‹‹‹‹‹‹‹‹‹‹‹‹‹‹‹‹‹‹‹‹‹‹‹‹‹‹‹‹‹‹‹‹‹‹‹‹‹‹‹‹‹‹‹‹‹‹‹‹‹‹‹‹‹‹‹‹‹‹‹‹‹‹‹‹‹‹‹‹‹‹‹‹‹‹‹‹‹‹‹‹‹‹‹‹‹‹‹‹‹‹‹‹‹‹‹‹‹‹‹‹‹‹‹‹‹‹‹‹‹‹‹‹‹‹‹‹‹‹‹‹‹‹‹‹‹‹‹‹‹‹‹‹‹‹‹‹‹‹‹‹‹‹‹‹‹‹‹‹‹‹‹‹‹‹‹‹‹‹‹‹‹‹‹‹‹‹‹‹‹‹‹‹‹‹‹‹‹‹‹‹‹‹‹‹‹‹‹‹‹‹‹‹‹‹‹‹‹‹‹‹‹‹‹‹‹‹‹‹‹‹‹‹‹‹‹‹‹‹‹‹‹‹‹‹‹‹‹‹‹‹‹‹‹‹‹‹‹‹‹‹‹‹‹‹‹‹‹‹‹‹‹‹‹‹‹‹‹‹‹‹‹‹‹‹‹‹	[157, 131, 1303, 141]
multiz-species-label: X_tropicalis	[89, 1054, 152, 1068]
publications-track-title: Publications: Sequences in Scientific Articles	[453, 642, 652, 653]
gencode-gene-label[interactable]: TFEB	[121, 529, 152, 543]
multiz-base: =	[425, 1039, 433, 1053]
multiz-base: =	[242, 1054, 250, 1068]
multiz-track-title: Multiz Alignments of 100 Vertebrates	[455, 935, 650, 949]
gencode-gene-label[interactable]: TFEB	[121, 97, 152, 111]
multiz-base: C	[851, 1009, 861, 1023]
gencode-strand-arrows: ‹‹‹‹‹‹‹‹‹‹‹‹‹‹‹‹‹‹‹‹‹‹‹‹‹‹‹‹‹‹‹‹‹‹‹‹‹‹‹‹‹‹‹‹‹‹‹‹‹‹‹‹‹‹‹‹‹‹‹‹‹‹‹‹‹‹‹‹‹‹‹‹‹‹‹‹‹‹‹‹‹‹‹‹‹‹‹‹‹‹‹‹‹‹‹‹‹‹‹‹‹‹‹‹‹‹‹‹‹‹‹‹‹‹‹‹‹‹‹‹‹‹‹‹‹‹‹‹‹‹‹‹‹‹‹‹‹‹‹‹‹‹‹‹‹‹‹‹‹‹‹‹‹‹‹‹‹‹‹‹‹‹‹‹‹‹‹‹‹‹‹‹‹‹‹‹‹‹‹‹‹‹‹‹‹‹‹‹‹‹‹‹‹‹‹‹‹‹‹‹‹‹‹‹‹‹‹‹‹‹‹‹‹‹‹‹‹‹‹‹‹‹‹‹‹‹‹‹‹‹‹‹‹‹‹‹‹‹‹‹‹‹‹‹‹‹‹‹‹‹‹‹‹‹‹‹‹‹‹‹‹‹‹‹‹‹‹‹‹‹‹‹‹‹‹‹‹‹‹‹‹‹‹‹‹‹‹‹‹‹‹‹‹‹‹‹‹‹‹‹	[157, 195, 1303, 205]
multiz-base: =	[364, 1039, 372, 1053]
gencode-gene-label[interactable]: TFEB	[121, 305, 152, 319]
coordinate-label: 41,676,825	[578, 35, 639, 49]
gtex-tissue-bar[interactable]	[441, 787, 447, 817]
gtex-tissue-bar[interactable]	[349, 777, 355, 817]
multiz-base: C	[363, 994, 373, 1008]
gencode-strand-arrows: ‹‹‹‹‹‹‹‹‹‹‹‹‹‹‹‹‹‹‹‹‹‹‹‹‹‹‹‹‹‹‹‹‹‹‹‹‹‹‹‹‹‹‹‹‹‹‹‹‹‹‹‹‹‹‹‹‹‹‹‹‹‹‹‹‹‹‹‹‹‹‹‹‹‹‹‹‹‹‹‹‹‹‹‹‹‹‹‹‹‹‹‹‹‹‹‹‹‹‹‹‹‹‹‹‹‹‹‹‹‹‹‹‹‹‹‹‹‹‹‹‹‹‹‹‹‹‹‹‹‹‹‹‹‹‹‹‹‹‹‹‹‹‹‹‹‹‹‹‹‹‹‹‹‹‹‹‹‹‹‹‹‹‹‹‹‹‹‹‹‹‹‹‹‹‹‹‹‹‹‹‹‹‹‹‹‹‹‹‹‹‹‹‹‹‹‹‹‹‹‹‹‹‹‹‹‹‹‹‹‹‹‹‹‹‹‹‹‹‹‹‹‹‹‹‹‹‹‹‹‹‹‹‹‹‹‹‹‹‹‹‹‹‹‹‹‹‹‹‹‹‹‹‹‹‹‹‹‹‹‹‹‹‹‹‹‹‹‹‹‹‹‹‹‹‹‹‹‹‹‹‹‹‹‹‹‹‹‹‹‹‹‹‹‹‹‹‹‹‹‹	[157, 227, 1303, 237]
gtex-tissue-bar[interactable]	[413, 777, 419, 817]
multiz-base: T	[608, 1009, 616, 1023]
chrom-label: chr6:	[125, 35, 152, 49]
multiz-base: A	[668, 1009, 677, 1023]
multiz-species-label: Rhesus	[111, 979, 152, 993]
multiz-base: C	[241, 994, 251, 1008]
multiz-base: =	[791, 1039, 799, 1053]
gencode-strand-arrows: ‹‹‹‹‹‹‹‹‹‹‹‹‹‹‹‹‹‹‹‹‹‹‹‹‹‹‹‹‹‹‹‹‹‹‹‹‹‹‹‹‹‹‹‹‹‹‹‹‹‹‹‹‹‹‹‹‹‹‹‹‹‹‹‹‹‹‹‹‹‹‹‹‹‹‹‹‹‹‹‹‹‹‹‹‹‹‹‹‹‹‹‹‹‹‹‹‹‹‹‹‹‹‹‹‹‹‹‹‹‹‹‹‹‹‹‹‹‹‹‹‹‹‹‹‹‹‹‹‹‹‹‹‹‹‹‹‹‹‹‹‹‹‹‹‹‹‹‹‹‹‹‹‹‹‹‹‹‹‹‹‹‹‹‹‹‹‹‹‹‹‹‹‹‹‹‹‹‹‹‹‹‹‹‹‹‹‹‹‹‹‹‹‹‹‹‹‹‹‹‹‹‹‹‹‹‹‹‹‹‹‹‹‹‹‹‹‹‹‹‹‹‹‹‹‹‹‹‹‹‹‹‹‹‹‹‹‹‹‹‹‹‹‹‹‹‹‹‹‹‹‹‹‹‹‹‹‹‹‹‹‹‹‹‹‹‹‹‹‹‹‹‹‹‹‹‹‹‹‹‹‹‹‹‹‹‹‹‹‹‹‹‹‹‹‹‹‹‹‹‹	[157, 371, 1303, 381]
gtex-tissue-bar[interactable]	[427, 777, 433, 817]
gencode-gene-label[interactable]: TFEB	[121, 481, 152, 495]
multiz-base: C	[607, 964, 617, 978]
multiz-base: C	[302, 994, 312, 1008]
multiz-base: =	[303, 1054, 311, 1068]
multiz-base: G	[790, 964, 800, 978]
multiz-base: C	[424, 964, 434, 978]
multiz-base: C	[485, 964, 495, 978]
gtex-tissue-bar[interactable]	[242, 790, 248, 817]
gencode-strand-arrows: ‹‹‹‹‹‹‹‹‹‹‹‹‹‹‹‹‹‹‹‹‹‹‹‹‹‹‹‹‹‹‹‹‹‹‹‹‹‹‹‹‹‹‹‹‹‹‹‹‹‹‹‹‹‹‹‹‹‹‹‹‹‹‹‹‹‹‹‹‹‹‹‹‹‹‹‹‹‹‹‹‹‹‹‹‹‹‹‹‹‹‹‹‹‹‹‹‹‹‹‹‹‹‹‹‹‹‹‹‹‹‹‹‹‹‹‹‹‹‹‹‹‹‹‹‹‹‹‹‹‹‹‹‹‹‹‹‹‹‹‹‹‹‹‹‹‹‹‹‹‹‹‹‹‹‹‹‹‹‹‹‹‹‹‹‹‹‹‹‹‹‹‹‹‹‹‹‹‹‹‹‹‹‹‹‹‹‹‹‹‹‹‹‹‹‹‹‹‹‹‹‹‹‹‹‹‹‹‹‹‹‹‹‹‹‹‹‹‹‹‹‹‹‹‹‹‹‹‹‹‹‹‹‹‹‹‹‹‹‹‹‹‹‹‹‹‹‹‹‹‹‹‹‹‹‹‹‹‹‹‹‹‹‹‹‹‹‹‹‹‹‹‹‹‹‹‹‹‹‹‹‹‹‹‹‹‹‹‹‹‹‹‹‹‹‹‹‹‹‹‹	[157, 339, 1303, 349]
gtex-tissue-bar[interactable]	[171, 792, 177, 817]
gtex-tissue-bar[interactable]	[235, 787, 241, 817]
multiz-base: C	[424, 1024, 434, 1038]
gencode-strand-arrows: ‹‹‹‹‹‹‹‹‹‹‹‹‹‹‹‹‹‹‹‹‹‹‹‹‹‹‹‹‹‹‹‹‹‹‹‹‹‹‹‹‹‹‹‹‹‹‹‹‹‹‹‹‹‹‹‹‹‹‹‹‹‹‹‹‹‹‹‹‹‹‹‹‹‹‹‹‹‹‹‹‹‹‹‹‹‹‹‹‹‹‹‹‹‹‹‹‹‹‹‹‹‹‹‹‹‹‹‹‹‹‹‹‹‹‹‹‹‹‹‹‹‹‹‹‹‹‹‹‹‹‹‹‹‹‹‹‹‹‹‹‹‹‹‹‹‹‹‹‹‹‹‹‹‹‹‹‹‹‹‹‹‹‹‹‹‹‹‹‹‹‹‹‹‹‹‹‹‹‹‹‹‹‹‹‹‹‹‹‹‹‹‹‹‹‹‹‹‹‹‹‹‹‹‹‹‹‹‹‹‹‹‹‹‹‹‹‹‹‹‹‹‹‹‹‹‹‹‹‹‹‹‹‹‹‹‹‹‹‹‹‹‹‹‹‹‹‹‹‹‹‹‹‹‹‹‹‹‹‹‹‹‹‹‹‹‹‹‹‹‹‹‹‹‹‹‹‹‹‹‹‹‹‹‹‹‹‹‹‹‹‹‹‹‹‹‹‹‹‹‹	[157, 483, 1303, 493]
scale-bar	[400, 24, 706, 25]
gencode-gene-label[interactable]: TFEB	[121, 161, 152, 175]
gencode-strand-arrows: ‹‹‹‹‹‹‹‹‹‹‹‹‹‹‹‹‹‹‹‹‹‹‹‹‹‹‹‹‹‹‹‹‹‹‹‹‹‹‹‹‹‹‹‹‹‹‹‹‹‹‹‹‹‹‹‹‹‹‹‹‹‹‹‹‹‹‹‹‹‹‹‹‹‹‹‹‹‹‹‹‹‹‹‹‹‹‹‹‹‹‹‹‹‹‹‹‹‹‹‹‹‹‹‹‹‹‹‹‹‹‹‹‹‹‹‹‹‹‹‹‹‹‹‹‹‹‹‹‹‹‹‹‹‹‹‹‹‹‹‹‹‹‹‹‹‹‹‹‹‹‹‹‹‹‹‹‹‹‹‹‹‹‹‹‹‹‹‹‹‹‹‹‹‹‹‹‹‹‹‹‹‹‹‹‹‹‹‹‹‹‹‹‹‹‹‹‹‹‹‹‹‹‹‹‹‹‹‹‹‹‹‹‹‹‹‹‹‹‹‹‹‹‹‹‹‹‹‹‹‹‹‹‹‹‹‹‹‹‹‹‹‹‹‹‹‹‹‹‹‹‹‹‹‹‹‹‹‹‹‹‹‹‹‹‹‹‹‹‹‹‹‹‹‹‹‹‹‹‹‹‹‹‹‹‹‹‹‹‹‹‹‹‹‹‹‹‹‹‹‹	[157, 163, 1303, 173]
